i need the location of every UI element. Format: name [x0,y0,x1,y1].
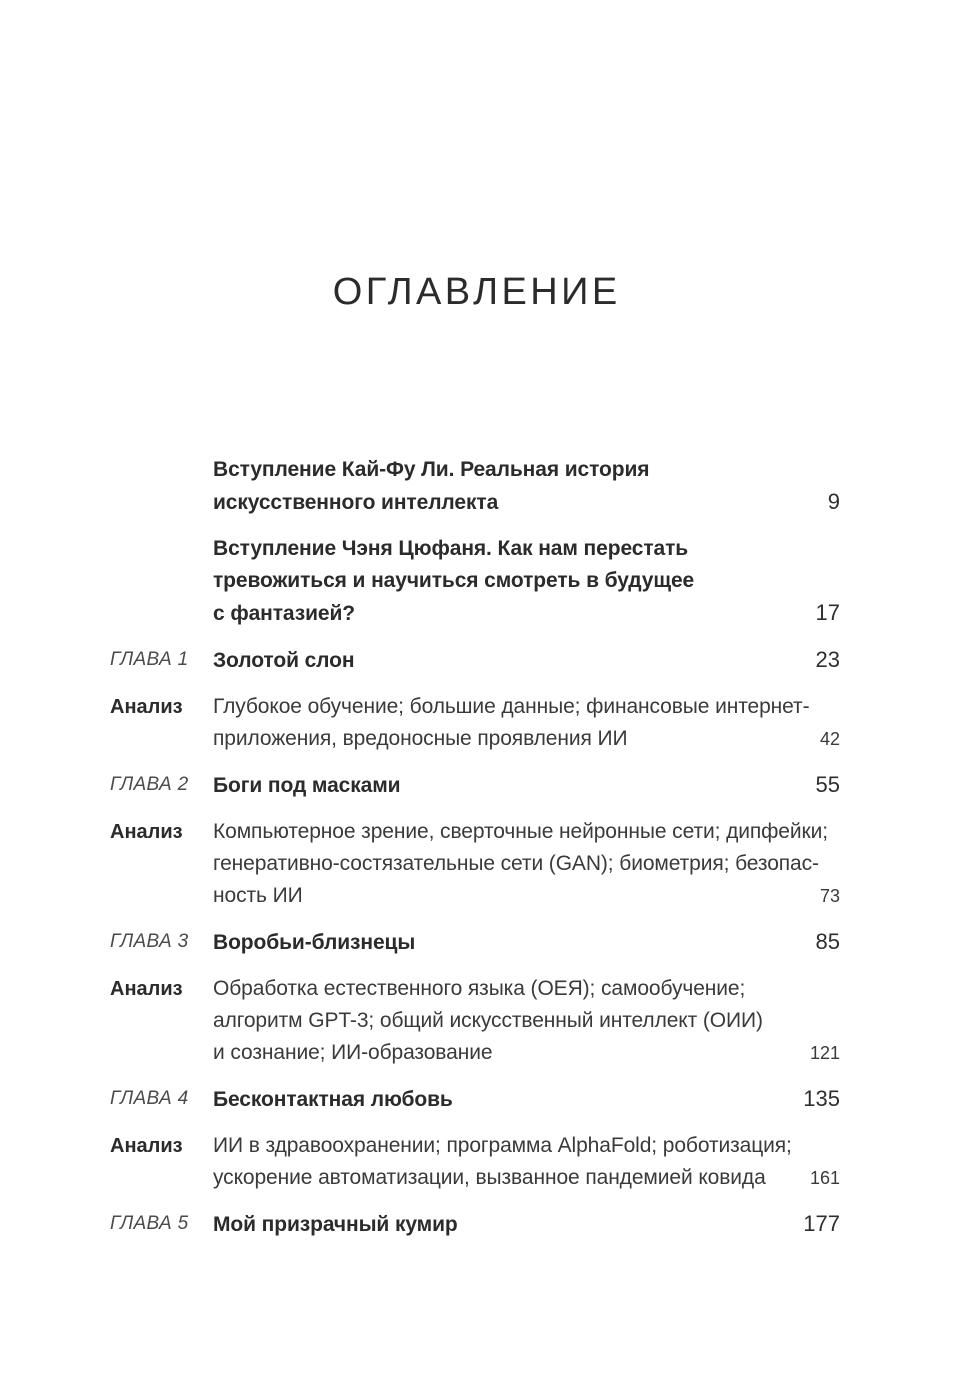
entry-label [110,454,213,519]
entry-title-line-text: с фантазией? [213,602,356,625]
chapter-title: Бесконтактная любовь [213,1088,453,1111]
entry-content [213,769,840,802]
entry-content [213,454,840,519]
entry-text-line-text: ность ИИ [213,884,303,907]
toc-entry [110,973,840,1069]
entry-text-line: Обработка естественного языка (ОЕЯ); самообучение; [213,977,746,1000]
entry-content [213,1130,840,1194]
entry-title-line [213,769,840,802]
toc-entry [110,644,840,677]
entry-text-line: генеративно-состязательные сети (GAN); биометрия; безопас- [213,852,819,875]
entry-content [213,644,840,677]
chapter-title: Боги под масками [213,774,401,797]
page-number: 42 [819,729,840,749]
entry-text-line: алгоритм GPT-3; общий искусственный интеллект (ОИИ) [213,1009,763,1032]
page-number: 9 [827,489,840,514]
chapter-label: ГЛАВА 2 [110,774,189,795]
page-number: 23 [815,647,840,672]
entry-content [213,533,840,630]
toc-entry [110,926,840,959]
chapter-title: Воробьи-близнецы [213,931,416,954]
entry-title-line: Вступление Кай-Фу Ли. Реальная история [213,458,650,481]
page-number: 177 [803,1211,840,1236]
entry-title-line [213,1208,840,1241]
page-title: ОГЛАВЛЕНИЕ [332,271,621,313]
analysis-label: Анализ [110,1135,183,1157]
page-number: 121 [809,1043,840,1063]
entry-text-line [213,880,840,912]
toc-entry [110,769,840,802]
page-number: 161 [809,1168,840,1188]
analysis-label: Анализ [110,821,183,843]
entry-title-line [213,926,840,959]
entry-text-line: ИИ в здравоохранении; программа AlphaFold; роботизация; [213,1134,792,1157]
entry-title-line [213,486,840,519]
entry-title-line-text: искусственного интеллекта [213,491,499,514]
entry-content [213,1083,840,1116]
toc-entry [110,691,840,755]
entry-content [213,816,840,912]
entry-text-line [213,723,840,755]
chapter-title: Мой призрачный кумир [213,1213,458,1236]
toc-entry [110,454,840,519]
chapter-label: ГЛАВА 1 [110,649,189,670]
analysis-label: Анализ [110,696,183,718]
toc-entry [110,533,840,630]
chapter-label: ГЛАВА 4 [110,1088,189,1109]
page-number: 73 [819,886,840,906]
chapter-label: ГЛАВА 3 [110,931,189,952]
entry-text-line [213,1037,840,1069]
entry-text-line-text: и сознание; ИИ-образование [213,1041,493,1064]
page-number: 55 [815,772,840,797]
entry-text-line [213,1162,840,1194]
entry-content [213,1208,840,1241]
chapter-label: ГЛАВА 5 [110,1213,189,1234]
entry-label [110,533,213,630]
entry-title-line: тревожиться и научиться смотреть в будущее [213,569,695,592]
page-number: 85 [815,929,840,954]
table-of-contents [110,454,840,1241]
toc-entry [110,1083,840,1116]
entry-text-line: Компьютерное зрение, сверточные нейронные сети; дипфейки; [213,820,828,843]
entry-title-line [213,1083,840,1116]
toc-entry [110,1130,840,1194]
entry-text-line-text: приложения, вредоносные проявления ИИ [213,727,628,750]
toc-entry [110,816,840,912]
toc-entry [110,1208,840,1241]
entry-text-line: Глубокое обучение; большие данные; финансовые интернет- [213,695,810,718]
page-number: 135 [803,1086,840,1111]
entry-title-line [213,597,840,630]
entry-title-line: Вступление Чэня Цюфаня. Как нам перестать [213,537,689,560]
page-number: 17 [815,600,840,625]
entry-content [213,926,840,959]
analysis-label: Анализ [110,978,183,1000]
entry-content [213,691,840,755]
chapter-title: Золотой слон [213,649,355,672]
entry-content [213,973,840,1069]
entry-text-line-text: ускорение автоматизации, вызванное пандемией ковида [213,1166,766,1189]
entry-title-line [213,644,840,677]
